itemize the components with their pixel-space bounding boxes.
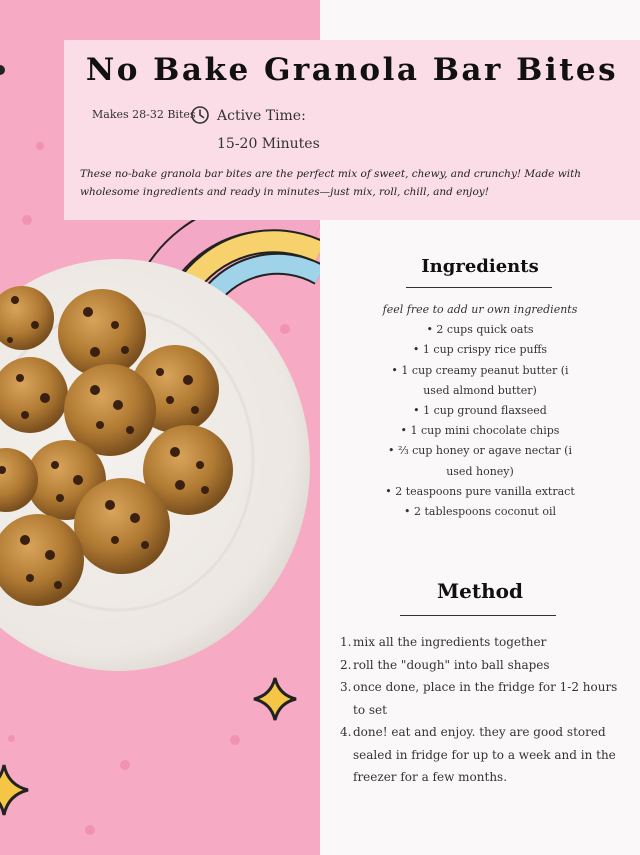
ingredients-heading: Ingredients xyxy=(421,256,539,277)
method-step xyxy=(340,676,625,721)
clock-icon xyxy=(190,105,210,125)
ingredient-item: • 1 cup creamy peanut butter (i used almond butter) xyxy=(391,363,569,397)
ingredient-item: • 1 cup ground flaxseed xyxy=(413,404,547,418)
method-step xyxy=(340,631,625,654)
ingredient-item: • 1 cup crispy rice puffs xyxy=(412,343,548,357)
page-title: No Bake Granola Bar Bites xyxy=(85,52,619,88)
method-divider xyxy=(400,615,556,616)
step-text: mix all the ingredients together xyxy=(353,635,547,649)
recipe-description: These no-bake granola bar bites are the perfect mix of sweet, chewy, and crunchy! Made with wholesome ingredients and ready in minutes—just mix, roll, chill, and enjoy! xyxy=(80,168,582,198)
servings-text: Makes 28-32 Bites xyxy=(92,108,196,121)
active-time-value: 15-20 Minutes xyxy=(217,136,320,152)
ingredient-item: • 2 cups quick oats xyxy=(426,323,534,337)
step-number: 3. xyxy=(340,680,352,694)
step-text: roll the "dough" into ball shapes xyxy=(353,657,550,672)
step-text: done! eat and enjoy. they are good stored sealed in fridge for up to a week and in the freezer for a few months. xyxy=(353,725,616,784)
ingredient-item: • 1 cup mini chocolate chips xyxy=(400,424,560,438)
ingredient-item: • ⅔ cup honey or agave nectar (i used honey) xyxy=(388,444,572,478)
method-step xyxy=(340,721,625,789)
step-text: once done, place in the fridge for 1-2 hours to set xyxy=(353,680,618,717)
ingredient-item: • 2 tablespoons coconut oil xyxy=(404,505,556,519)
ingredients-list xyxy=(380,300,580,522)
ingredients-divider xyxy=(406,287,552,288)
active-time-label: Active Time: xyxy=(217,108,306,124)
sparkle-icon xyxy=(0,765,28,815)
granola-bite xyxy=(58,289,146,377)
step-number: 4. xyxy=(340,725,352,739)
method-heading: Method xyxy=(437,579,523,603)
method-step xyxy=(340,654,625,677)
step-number: 1. xyxy=(340,635,352,649)
decor-dot xyxy=(0,65,5,75)
ingredients-note: feel free to add ur own ingredients xyxy=(382,303,578,316)
granola-bite xyxy=(74,478,170,574)
step-number: 2. xyxy=(340,657,352,672)
sparkle-icon xyxy=(254,678,296,720)
method-steps xyxy=(340,631,625,789)
ingredient-item: • 2 teaspoons pure vanilla extract xyxy=(385,484,575,498)
